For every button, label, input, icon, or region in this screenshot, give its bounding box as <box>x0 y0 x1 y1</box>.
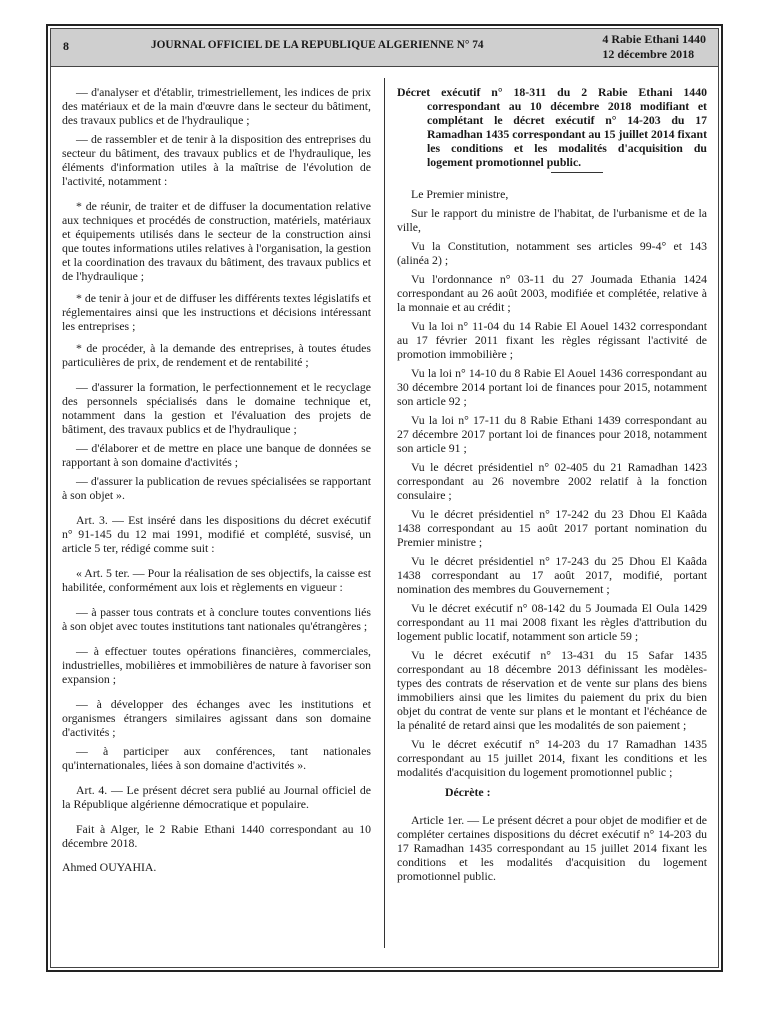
paragraph: * de tenir à jour et de diffuser les différents textes législatifs et réglementaires ainsi que les instructions et décisions intéressant les entreprises ; <box>62 291 371 333</box>
list-item: — à développer des échanges avec les institutions et organismes étrangers similaires agissant dans son domaine d'activités ; <box>62 697 371 739</box>
list-item: — à passer tous contrats et à conclure toutes conventions liés à son objet avec toutes institutions tant nationales qu'étrangères ; <box>62 605 371 633</box>
paragraph: — d'assurer la publication de revues spécialisées se rapportant à son objet ». <box>62 474 371 502</box>
paragraph: — d'élaborer et de mettre en place une banque de données se rapportant à son domaine d'activités ; <box>62 441 371 469</box>
visa: Vu le décret présidentiel n° 17-243 du 25 Dhou El Kaâda 1438 correspondant au 17 août 2017, modifié, portant nomination des membres du Gouvernement ; <box>397 554 707 596</box>
paragraph: — de rassembler et de tenir à la disposition des entreprises du secteur du bâtiment, des travaux publics et de l'hydraulique, les éléments d'information utiles à la maîtrise de l'évolution de l'activité, notamment : <box>62 132 371 188</box>
paragraph: — d'analyser et d'établir, trimestriellement, les indices de prix des matériaux et de la main d'œuvre dans le secteur du bâtiment, des travaux publics et de l'hydraulique ; <box>62 85 371 127</box>
paragraph: — d'assurer la formation, le perfectionnement et le recyclage des personnels spécialisés dans le domaine technique et, notamment dans la gestion et l'évaluation des projets de bâtiment, des travaux publics et de l'hydraulique ; <box>62 380 371 436</box>
issue-date-hijri: 4 Rabie Ethani 1440 <box>602 32 706 46</box>
visa: Vu le décret exécutif n° 13-431 du 15 Safar 1435 correspondant au 18 décembre 2013 définissant les modèles-types des contrats de réservation et de vente sur plans des biens immobiliers ainsi que les limites du paiement du prix du bien objet du contrat de vente sur plans et le montant et l'échéance de la pénalité de retard ainsi que les modalités de son paiement ; <box>397 648 707 732</box>
paragraph: * de réunir, de traiter et de diffuser la documentation relative aux techniques et procédés de construction, matériels, matériaux et équipements utilisés dans le secteur de la construction ainsi que toutes informations utiles relatives à l'organisation, la gestion et la coordination des travaux du bâtiment, des travaux publics et de l'hydraulique ; <box>62 199 371 283</box>
visa: Vu la loi n° 17-11 du 8 Rabie Ethani 1439 correspondant au 27 décembre 2017 portant loi de finances pour 2018, notamment son article 91 ; <box>397 413 707 455</box>
visa: Sur le rapport du ministre de l'habitat, de l'urbanisme et de la ville, <box>397 206 707 234</box>
page-number: 8 <box>63 39 69 53</box>
signature: Ahmed OUYAHIA. <box>62 860 157 874</box>
visa: Vu le décret présidentiel n° 17-242 du 23 Dhou El Kaâda 1438 correspondant au 15 août 2017 portant nomination du Premier ministre ; <box>397 507 707 549</box>
article-3: Art. 3. — Est inséré dans les dispositions du décret exécutif n° 91-145 du 12 mai 1991, modifié et complété, susvisé, un article 5 ter, rédigé comme suit : <box>62 513 371 555</box>
column-divider <box>384 78 385 948</box>
visa: Vu le décret présidentiel n° 02-405 du 21 Ramadhan 1423 correspondant au 26 novembre 2002 relatif à la fonction consulaire ; <box>397 460 707 502</box>
premier-ministre: Le Premier ministre, <box>411 187 509 201</box>
article-5-ter: « Art. 5 ter. — Pour la réalisation de ses objectifs, la caisse est habilitée, conformément aux lois et règlements en vigueur : <box>62 566 371 594</box>
paragraph: * de procéder, à la demande des entreprises, à toutes études particulières de prix, de rendement et de rentabilité ; <box>62 341 371 369</box>
left-column <box>62 85 371 879</box>
visa: Vu le décret exécutif n° 14-203 du 17 Ramadhan 1435 correspondant au 15 juillet 2014, fixant les conditions et les modalités d'acquisition du logement promotionnel public ; <box>397 737 707 779</box>
fait-a-alger: Fait à Alger, le 2 Rabie Ethani 1440 correspondant au 10 décembre 2018. <box>62 822 371 850</box>
journal-title: JOURNAL OFFICIEL DE LA REPUBLIQUE ALGERIENNE N° 74 <box>151 39 484 51</box>
visa: Vu la Constitution, notamment ses articles 99-4° et 143 (alinéa 2) ; <box>397 239 707 267</box>
list-item: — à effectuer toutes opérations financières, commerciales, industrielles, mobilières et immobilières de nature à favoriser son expansion ; <box>62 644 371 686</box>
decree-title: Décret exécutif n° 18-311 du 2 Rabie Ethani 1440 correspondant au 10 décembre 2018 modifiant et complétant le décret exécutif n° 14-203 du 17 Ramadhan 1435 correspondant au 15 juillet 2014 fixant les conditions et les modalités d'acquisition du logement promotionnel public. <box>397 85 707 169</box>
list-item: — à participer aux conférences, tant nationales qu'internationales, liées à son domaine d'activités ». <box>62 744 371 772</box>
article-1: Article 1er. — Le présent décret a pour objet de modifier et de compléter certaines dispositions du décret exécutif n° 14-203 du 17 Ramadhan 1435 correspondant au 15 juillet 2014 fixant les conditions et les modalités d'acquisition du logement promotionnel public. <box>397 813 707 883</box>
right-column <box>397 85 707 888</box>
title-rule <box>551 172 603 173</box>
decrete-heading: Décrète : <box>445 785 491 799</box>
issue-date <box>602 32 706 62</box>
issue-date-gregorian: 12 décembre 2018 <box>602 47 695 61</box>
visa: Vu l'ordonnance n° 03-11 du 27 Joumada Ethania 1424 correspondant au 26 août 2003, modifiée et complétée, relative à la monnaie et au crédit ; <box>397 272 707 314</box>
visa: Vu la loi n° 11-04 du 14 Rabie El Aouel 1432 correspondant au 17 février 2011 fixant les règles régissant l'activité de promotion immobilière ; <box>397 319 707 361</box>
visa: Vu le décret exécutif n° 08-142 du 5 Joumada El Oula 1429 correspondant au 11 mai 2008 fixant les règles d'attribution du logement public locatif, notamment son article 59 ; <box>397 601 707 643</box>
visa: Vu la loi n° 14-10 du 8 Rabie El Aouel 1436 correspondant au 30 décembre 2014 portant loi de finances pour 2015, notamment son article 92 ; <box>397 366 707 408</box>
article-4: Art. 4. — Le présent décret sera publié au Journal officiel de la République algérienne démocratique et populaire. <box>62 783 371 811</box>
journal-header <box>51 29 718 67</box>
